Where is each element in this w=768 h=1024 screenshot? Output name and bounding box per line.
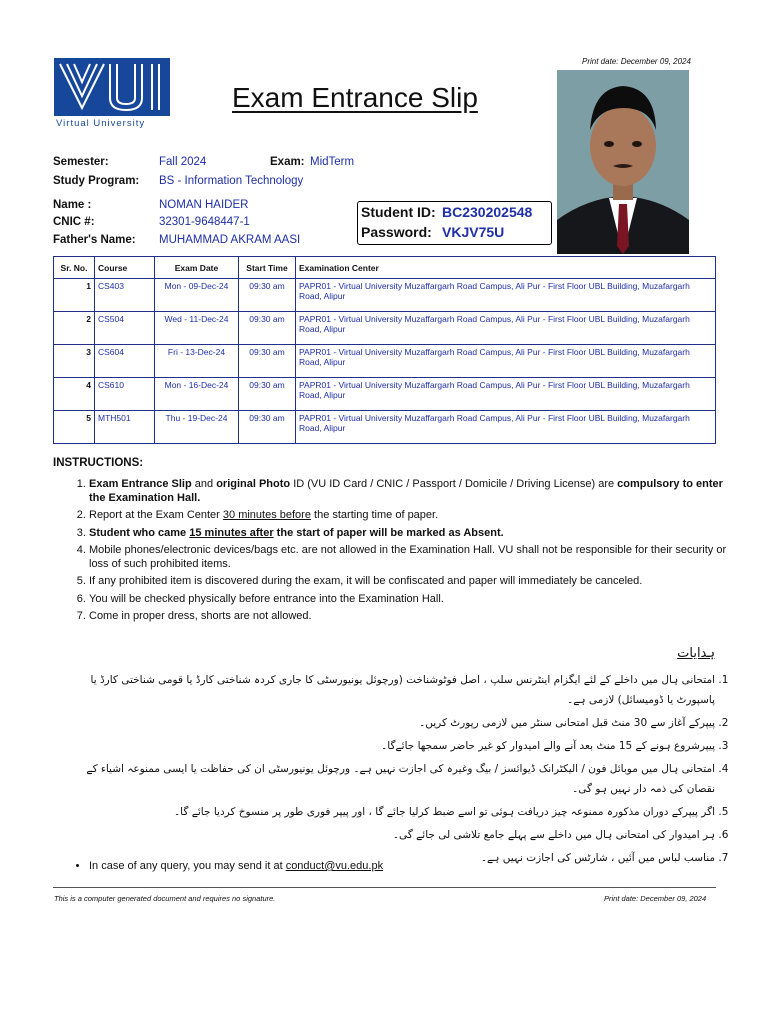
table-row <box>54 378 716 411</box>
cell-date: Thu - 19-Dec-24 <box>155 411 239 444</box>
cell-center: PAPR01 - Virtual University Muzaffargarh Road Campus, Ali Pur - First Floor UBL Building, Muzafargarh Road, Alipur <box>296 279 716 312</box>
table-row <box>54 345 716 378</box>
instruction-text: ID (VU ID Card / CNIC / Passport / Domicile / Driving License) are <box>290 478 618 490</box>
cell-date: Mon - 09-Dec-24 <box>155 279 239 312</box>
instruction-bold: compulsory to enter the Examination Hall. <box>89 478 723 504</box>
student-photo <box>557 70 689 254</box>
instruction-item <box>89 527 739 541</box>
query-item <box>89 860 383 872</box>
cell-course: CS604 <box>95 345 155 378</box>
instruction-bold: the start of paper will be marked as Absent. <box>273 526 504 539</box>
name-label: Name : <box>53 199 92 211</box>
instruction-bold: original Photo <box>216 478 291 490</box>
cell-time: 09:30 am <box>239 279 296 312</box>
cell-sr: 1 <box>54 279 95 312</box>
urdu-instructions-list <box>60 670 729 871</box>
student-id-label: Student ID: <box>361 204 436 220</box>
urdu-instruction-item: 7. مناسب لباس میں آئیں ، شارٹس کی اجازت نہیں ہے۔ <box>60 848 715 868</box>
instruction-item <box>89 478 739 505</box>
cell-course: CS504 <box>95 312 155 345</box>
cell-sr: 3 <box>54 345 95 378</box>
instruction-item <box>89 509 739 523</box>
col-start-time: Start Time <box>239 257 296 279</box>
instruction-item: 6. You will be checked physically before entrance into the Examination Hall. <box>89 593 739 607</box>
footer-note: This is a computer generated document and requires no signature. <box>54 894 276 903</box>
instruction-text: and <box>191 478 217 490</box>
instruction-underline: 15 minutes after <box>189 526 274 539</box>
cell-time: 09:30 am <box>239 345 296 378</box>
exam-label: Exam: <box>270 156 305 168</box>
col-sr-no: Sr. No. <box>54 257 95 279</box>
urdu-instructions-heading: ہدایات <box>677 646 715 661</box>
cell-center: PAPR01 - Virtual University Muzaffargarh Road Campus, Ali Pur - First Floor UBL Building, Muzafargarh Road, Alipur <box>296 312 716 345</box>
student-photo-image <box>557 70 689 254</box>
instruction-text: Report at the Exam Center <box>89 509 223 521</box>
table-row <box>54 411 716 444</box>
table-row <box>54 312 716 345</box>
instruction-item: 7. Come in proper dress, shorts are not allowed. <box>89 610 739 624</box>
cnic-label: CNIC #: <box>53 216 95 228</box>
father-name-label: Father's Name: <box>53 234 136 246</box>
page-title: Exam Entrance Slip <box>232 82 478 113</box>
cell-time: 09:30 am <box>239 312 296 345</box>
instructions-heading: INSTRUCTIONS: <box>53 457 144 469</box>
cell-time: 09:30 am <box>239 378 296 411</box>
name-value: NOMAN HAIDER <box>159 199 249 211</box>
cell-sr: 4 <box>54 378 95 411</box>
query-text: In case of any query, you may send it at <box>89 860 286 872</box>
vu-logo-mark <box>54 58 170 116</box>
cell-course: MTH501 <box>95 411 155 444</box>
cell-sr: 2 <box>54 312 95 345</box>
study-program-value: BS - Information Technology <box>159 175 304 187</box>
cell-time: 09:30 am <box>239 411 296 444</box>
instruction-bold: Student who came <box>89 526 190 539</box>
urdu-instruction-item: 4. امتحانی ہال میں موبائل فون / الیکٹرانک ڈیوائسز / بیگ وغیرہ کی اجازت نہیں ہے۔ ورچوئل یونیورسٹی ان کی حفاظت یا ایسی ممنوعہ اشیاء کے نقصان کی ذمہ دار نہیں ہو گی۔ <box>60 759 715 799</box>
instruction-item: 4. Mobile phones/electronic devices/bags etc. are not allowed in the Examination Hall. VU shall not be responsible for their security or loss of such prohibited items. <box>89 544 739 571</box>
semester-value: Fall 2024 <box>159 156 207 168</box>
credentials-box <box>357 201 552 245</box>
father-name-value: MUHAMMAD AKRAM AASI <box>159 234 301 246</box>
vu-logo-text: Virtual University <box>56 118 146 129</box>
cell-date: Fri - 13-Dec-24 <box>155 345 239 378</box>
urdu-instruction-item: 1. امتحانی ہال میں داخلے کے لئے ایگزام اینٹرنس سلپ ، اصل فوٹوشناخت (ورچوئل یونیورسٹی کا جاری کردہ شناختی کارڈ یا قومی شناختی کارڈ یا پاسپورٹ یا ڈومیسائل) لازمی ہے۔ <box>60 670 715 710</box>
password-value: VKJV75U <box>442 224 505 240</box>
urdu-instruction-item: 2. پیپرکے آغاز سے 30 منٹ قبل امتحانی سنٹر میں لازمی رپورٹ کریں۔ <box>60 713 715 733</box>
cnic-value: 32301-9648447-1 <box>159 216 250 228</box>
urdu-instruction-item: 3. پیپرشروع ہونے کے 15 منٹ بعد آنے والے امیدوار کو غیر حاضر سمجھا جائےگا۔ <box>60 736 715 756</box>
cell-center: PAPR01 - Virtual University Muzaffargarh Road Campus, Ali Pur - First Floor UBL Building, Muzafargarh Road, Alipur <box>296 378 716 411</box>
print-date: Print date: December 09, 2024 <box>582 57 691 66</box>
study-program-label: Study Program: <box>53 175 140 187</box>
cell-center: PAPR01 - Virtual University Muzaffargarh Road Campus, Ali Pur - First Floor UBL Building, Muzafargarh Road, Alipur <box>296 411 716 444</box>
footer-print-date: Print date: December 09, 2024 <box>604 894 707 903</box>
query-note <box>72 860 383 872</box>
col-exam-date: Exam Date <box>155 257 239 279</box>
instruction-underline: 30 minutes before <box>222 509 311 521</box>
instruction-text: the starting time of paper. <box>310 509 439 521</box>
cell-date: Wed - 11-Dec-24 <box>155 312 239 345</box>
instructions-list <box>72 478 739 628</box>
student-id-value: BC230202548 <box>442 204 533 220</box>
col-exam-center: Examination Center <box>296 257 716 279</box>
table-row <box>54 279 716 312</box>
exam-schedule-table <box>53 256 716 444</box>
cell-date: Mon - 16-Dec-24 <box>155 378 239 411</box>
password-label: Password: <box>361 224 432 240</box>
urdu-instruction-item: 6. ہر امیدوار کی امتحانی ہال میں داخلے سے پہلے جامع تلاشی لی جائے گی۔ <box>60 825 715 845</box>
vu-logo <box>54 58 170 130</box>
cell-sr: 5 <box>54 411 95 444</box>
cell-center: PAPR01 - Virtual University Muzaffargarh Road Campus, Ali Pur - First Floor UBL Building, Muzafargarh Road, Alipur <box>296 345 716 378</box>
table-header-row <box>54 257 716 279</box>
vu-logo-icon <box>54 58 170 116</box>
cell-course: CS403 <box>95 279 155 312</box>
cell-course: CS610 <box>95 378 155 411</box>
urdu-instruction-item: 5. اگر پیپرکے دوران مذکورہ ممنوعہ چیز دریافت ہوئی تو اسے ضبط کرلیا جائے گا ، اور پیپر فوری طور پر منسوخ کردیا جائے گا۔ <box>60 802 715 822</box>
footer-divider <box>53 887 716 888</box>
exam-value: MidTerm <box>310 156 355 168</box>
instruction-item: 5. If any prohibited item is discovered during the exam, it will be confiscated and paper will immediately be canceled. <box>89 575 739 589</box>
instruction-bold: Exam Entrance Slip <box>89 478 192 490</box>
semester-label: Semester: <box>53 156 109 168</box>
query-email-link[interactable]: conduct@vu.edu.pk <box>285 860 384 872</box>
col-course: Course <box>95 257 155 279</box>
